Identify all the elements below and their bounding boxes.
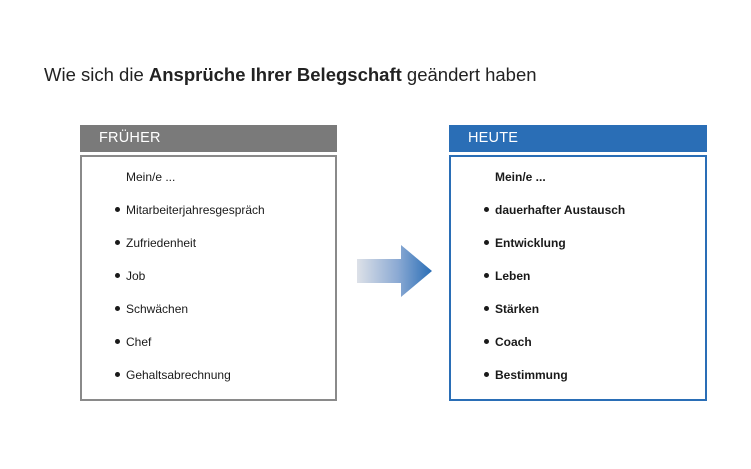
bullet-icon bbox=[484, 339, 489, 344]
panel-heute-list-head: Mein/e ... bbox=[495, 170, 546, 184]
bullet-icon bbox=[115, 207, 120, 212]
panel-frueher-body bbox=[80, 155, 337, 401]
list-item-label: Leben bbox=[495, 269, 531, 283]
panel-frueher bbox=[80, 125, 337, 401]
list-item-label: Bestimmung bbox=[495, 368, 568, 382]
list-item bbox=[484, 334, 532, 350]
list-item-label: Coach bbox=[495, 335, 532, 349]
list-item bbox=[115, 202, 265, 218]
list-item bbox=[115, 268, 145, 284]
list-item-label: Entwicklung bbox=[495, 236, 566, 250]
bullet-icon bbox=[115, 372, 120, 377]
list-item-label: Gehaltsabrechnung bbox=[126, 368, 231, 382]
list-item bbox=[115, 367, 231, 383]
panel-heute-header: HEUTE bbox=[449, 125, 707, 152]
bullet-icon bbox=[484, 240, 489, 245]
list-item-label: dauerhafter Austausch bbox=[495, 203, 626, 217]
bullet-icon bbox=[484, 306, 489, 311]
bullet-icon bbox=[115, 240, 120, 245]
headline-suffix: geändert haben bbox=[401, 64, 537, 85]
list-item-label: Mitarbeiterjahresgespräch bbox=[126, 203, 265, 217]
list-item bbox=[115, 334, 151, 350]
list-item bbox=[484, 301, 539, 317]
panel-frueher-list-head: Mein/e ... bbox=[126, 170, 176, 184]
panel-frueher-header: FRÜHER bbox=[80, 125, 337, 152]
bullet-icon bbox=[484, 207, 489, 212]
list-item bbox=[484, 235, 566, 251]
panel-heute-body bbox=[449, 155, 707, 401]
list-item bbox=[484, 202, 625, 218]
panel-heute bbox=[449, 125, 707, 401]
bullet-icon bbox=[115, 273, 120, 278]
bullet-icon bbox=[115, 306, 120, 311]
arrow-right-icon bbox=[357, 245, 432, 297]
list-item-label: Chef bbox=[126, 335, 152, 349]
headline-emphasis: Ansprüche Ihrer Belegschaft bbox=[148, 64, 402, 85]
list-item bbox=[115, 235, 196, 251]
list-item-label: Zufriedenheit bbox=[126, 236, 197, 250]
bullet-icon bbox=[484, 273, 489, 278]
list-item bbox=[115, 301, 188, 317]
list-item bbox=[484, 268, 530, 284]
list-item-label: Stärken bbox=[495, 302, 540, 316]
list-item bbox=[484, 367, 568, 383]
bullet-icon bbox=[484, 372, 489, 377]
list-item-label: Schwächen bbox=[126, 302, 189, 316]
headline-prefix: Wie sich die bbox=[44, 64, 149, 85]
bullet-icon bbox=[115, 339, 120, 344]
list-item-label: Job bbox=[126, 269, 146, 283]
headline bbox=[44, 64, 537, 86]
